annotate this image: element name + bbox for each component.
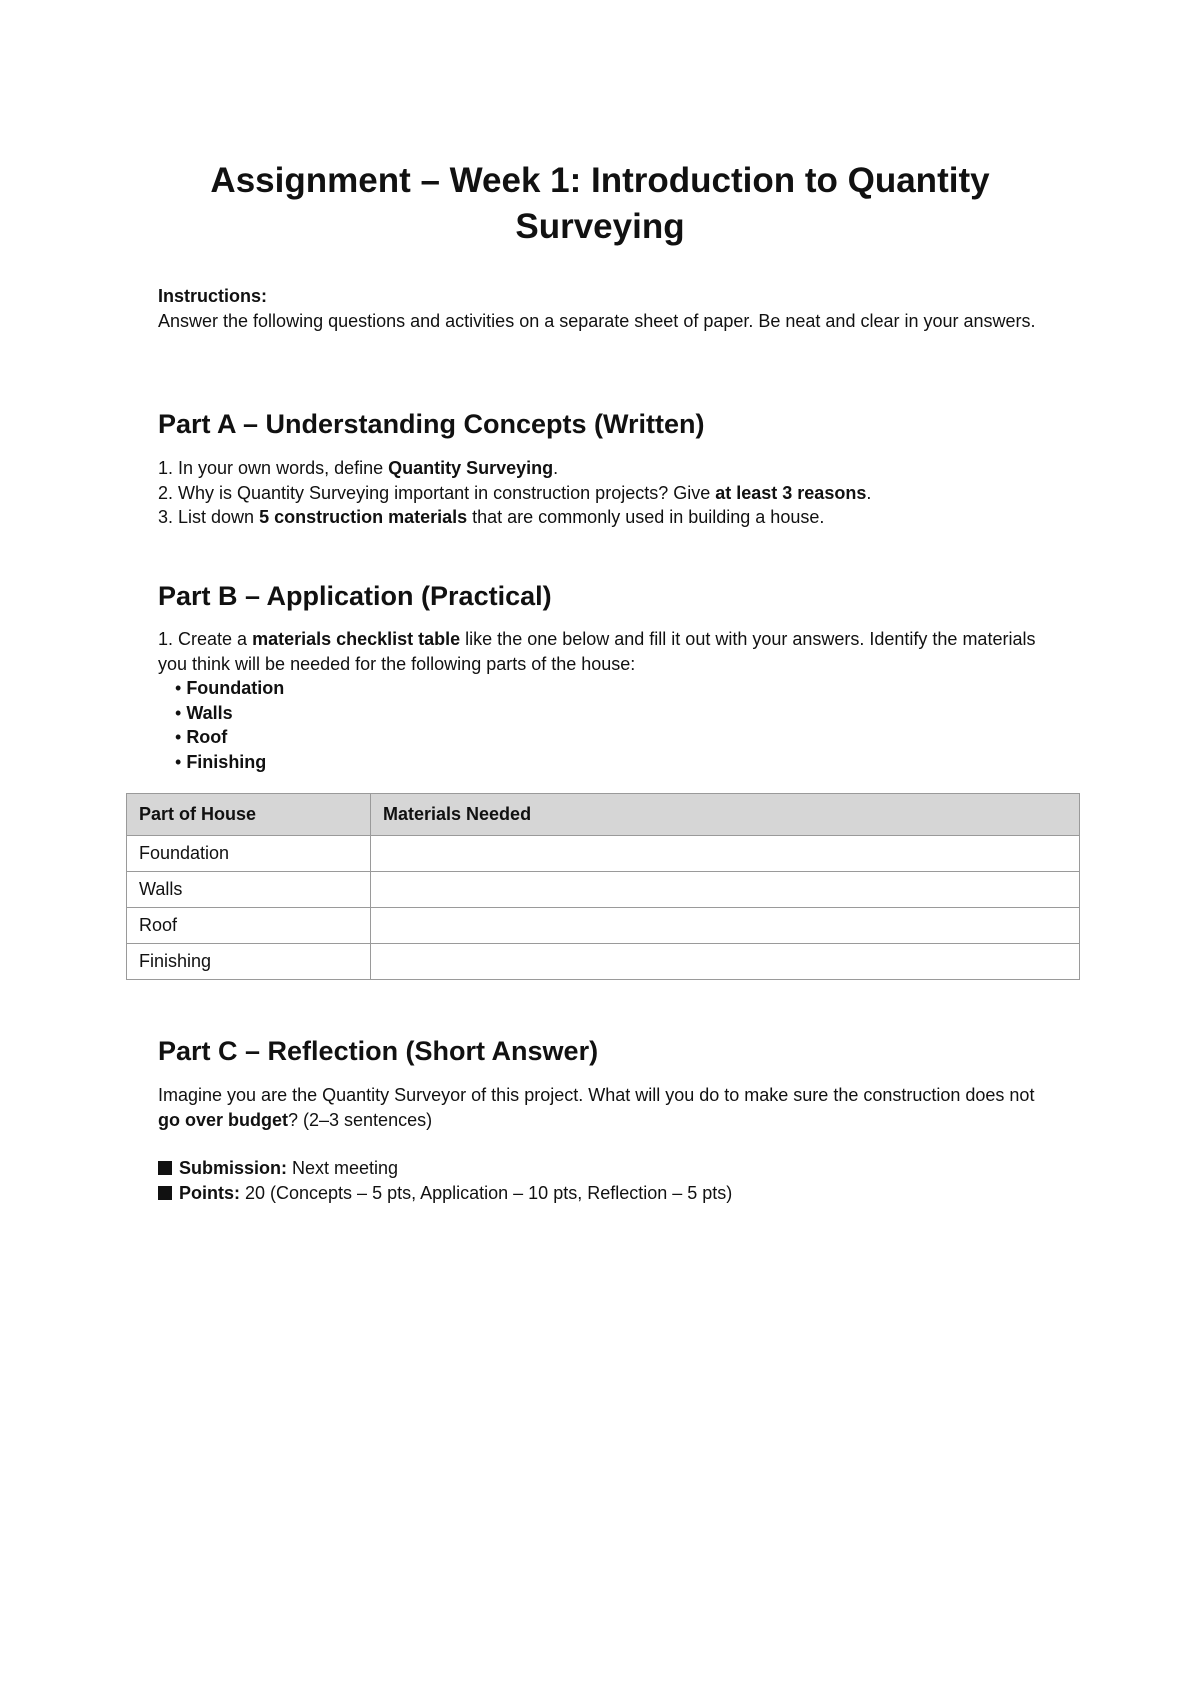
instructions-section: [158, 284, 1038, 333]
part-b-heading: Part B – Application (Practical): [158, 581, 552, 611]
part-a-heading: Part A – Understanding Concepts (Written): [158, 409, 705, 439]
cell-materials: [371, 836, 1080, 872]
cell-materials: [371, 872, 1080, 908]
submission-info: [158, 1156, 1038, 1205]
list-item: • Finishing: [175, 751, 267, 772]
header-part-of-house: Part of House: [127, 794, 371, 836]
part-b-bullets: [158, 676, 1055, 774]
list-item: • Walls: [175, 702, 233, 723]
table-row: [127, 872, 1080, 908]
list-item: 1. In your own words, define Quantity Surveying.: [158, 458, 559, 478]
cell-part: Roof: [127, 908, 371, 944]
cell-materials: [371, 944, 1080, 980]
instructions-text: Answer the following questions and activities on a separate sheet of paper. Be neat and clear in your answers.: [158, 310, 1036, 331]
page-title: Assignment – Week 1: Introduction to Quantity Surveying: [210, 161, 990, 246]
square-bullet-icon: [158, 1186, 172, 1200]
list-item: 2. Why is Quantity Surveying important in construction projects? Give at least 3 reasons.: [158, 482, 872, 503]
part-c-prompt: Imagine you are the Quantity Surveyor of this project. What will you do to make sure the construction does not go over budget? (2–3 sentences): [158, 1085, 1035, 1130]
part-c-heading: Part C – Reflection (Short Answer): [158, 1036, 599, 1066]
cell-part: Walls: [127, 872, 371, 908]
submission-line: Submission: Next meeting: [158, 1156, 1038, 1181]
header-materials-needed: Materials Needed: [371, 794, 1080, 836]
materials-checklist-table: [126, 793, 1080, 980]
table-header-row: [127, 794, 1080, 836]
points-line: Points: 20 (Concepts – 5 pts, Application – 10 pts, Reflection – 5 pts): [158, 1181, 1038, 1206]
instructions-label: Instructions:: [158, 286, 268, 306]
table-row: [127, 908, 1080, 944]
cell-materials: [371, 908, 1080, 944]
table-row: [127, 836, 1080, 872]
table-row: [127, 944, 1080, 980]
list-item: 3. List down 5 construction materials that are commonly used in building a house.: [158, 507, 825, 527]
part-b-intro: 1. Create a materials checklist table like the one below and fill it out with your answers. Identify the materials you think will be needed for the following parts of the house:: [158, 629, 1036, 674]
list-item: • Foundation: [175, 678, 285, 698]
cell-part: Foundation: [127, 836, 371, 872]
part-a-questions: [158, 456, 1038, 530]
square-bullet-icon: [158, 1161, 172, 1175]
cell-part: Finishing: [127, 944, 371, 980]
list-item: • Roof: [175, 727, 228, 747]
